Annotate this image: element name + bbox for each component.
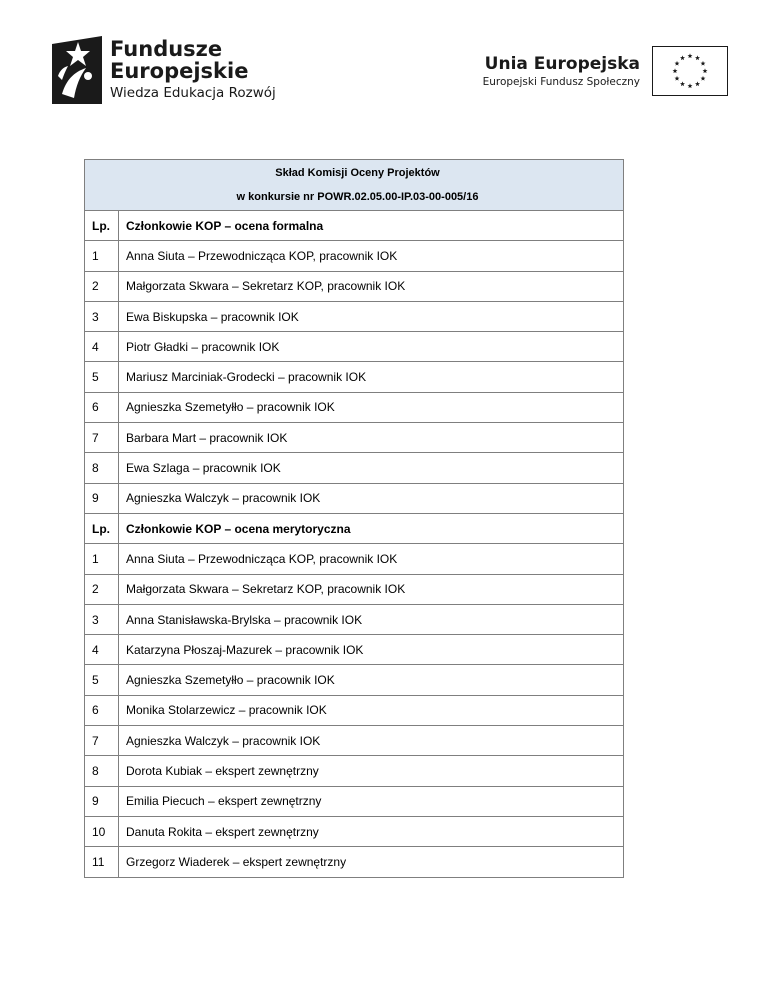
eu-subtitle: Europejski Fundusz Społeczny: [482, 76, 640, 88]
member-name: Emilia Piecuch – ekspert zewnętrzny: [119, 786, 624, 816]
row-number: 7: [85, 726, 119, 756]
table-row: [85, 786, 624, 816]
row-number: 1: [85, 241, 119, 271]
section-formal-body: [85, 241, 624, 514]
eu-wordmark: [483, 54, 640, 90]
member-name: Katarzyna Płoszaj-Mazurek – pracownik IOK: [119, 635, 624, 665]
member-name: Barbara Mart – pracownik IOK: [119, 423, 624, 453]
row-number: 4: [85, 635, 119, 665]
table-row: [85, 483, 624, 513]
table-row: [85, 604, 624, 634]
table-row: [85, 332, 624, 362]
table-row: [85, 392, 624, 422]
fundusze-europejskie-logo-icon: [52, 36, 102, 104]
committee-table: [84, 159, 624, 878]
table-row: [85, 241, 624, 271]
row-number: 6: [85, 695, 119, 725]
table-row: [85, 726, 624, 756]
table-row: [85, 695, 624, 725]
table-row: [85, 301, 624, 331]
table-row: [85, 816, 624, 846]
row-number: 7: [85, 423, 119, 453]
member-name: Piotr Gładki – pracownik IOK: [119, 332, 624, 362]
member-name: Anna Siuta – Przewodnicząca KOP, pracownik IOK: [119, 241, 624, 271]
member-name: Anna Stanisławska-Brylska – pracownik IOK: [119, 604, 624, 634]
table-subtitle: w konkursie nr POWR.02.05.00-IP.03-00-005/16: [236, 191, 479, 203]
eu-flag-icon: [652, 46, 728, 96]
table-row: [85, 271, 624, 301]
member-name: Małgorzata Skwara – Sekretarz KOP, pracownik IOK: [119, 574, 624, 604]
row-number: 11: [85, 847, 119, 877]
table-title-cell: [85, 160, 624, 211]
row-number: 8: [85, 453, 119, 483]
fe-tagline: Wiedza Edukacja Rozwój: [110, 85, 276, 101]
table-title: Skład Komisji Oceny Projektów: [275, 167, 440, 179]
row-number: 10: [85, 816, 119, 846]
row-number: 9: [85, 786, 119, 816]
member-name: Monika Stolarzewicz – pracownik IOK: [119, 695, 624, 725]
eu-title: Unia Europejska: [484, 54, 640, 74]
section-header-row: [85, 211, 624, 241]
section-header: Członkowie KOP – ocena merytoryczna: [119, 513, 624, 543]
table-row: [85, 423, 624, 453]
member-name: Anna Siuta – Przewodnicząca KOP, pracownik IOK: [119, 544, 624, 574]
table-row: [85, 847, 624, 877]
table-row: [85, 544, 624, 574]
section-header-row: [85, 513, 624, 543]
fe-line1: Fundusze: [110, 37, 223, 61]
row-number: 1: [85, 544, 119, 574]
row-number: 3: [85, 604, 119, 634]
row-number: 4: [85, 332, 119, 362]
fundusze-europejskie-wordmark: [110, 38, 276, 103]
table-row: [85, 635, 624, 665]
member-name: Dorota Kubiak – ekspert zewnętrzny: [119, 756, 624, 786]
row-number: 9: [85, 483, 119, 513]
section-header: Członkowie KOP – ocena formalna: [119, 211, 624, 241]
table-row: [85, 756, 624, 786]
member-name: Małgorzata Skwara – Sekretarz KOP, pracownik IOK: [119, 271, 624, 301]
member-name: Agnieszka Walczyk – pracownik IOK: [119, 483, 624, 513]
row-number: 5: [85, 362, 119, 392]
page-header: [0, 0, 768, 120]
row-number: 3: [85, 301, 119, 331]
member-name: Grzegorz Wiaderek – ekspert zewnętrzny: [119, 847, 624, 877]
lp-header: Lp.: [85, 513, 119, 543]
member-name: Agnieszka Walczyk – pracownik IOK: [119, 726, 624, 756]
table-row: [85, 362, 624, 392]
member-name: Ewa Biskupska – pracownik IOK: [119, 301, 624, 331]
row-number: 8: [85, 756, 119, 786]
member-name: Agnieszka Szemetyłło – pracownik IOK: [119, 665, 624, 695]
member-name: Agnieszka Szemetyłło – pracownik IOK: [119, 392, 624, 422]
row-number: 6: [85, 392, 119, 422]
member-name: Danuta Rokita – ekspert zewnętrzny: [119, 816, 624, 846]
table-row: [85, 665, 624, 695]
member-name: Ewa Szlaga – pracownik IOK: [119, 453, 624, 483]
row-number: 2: [85, 271, 119, 301]
table-row: [85, 574, 624, 604]
table-row: [85, 453, 624, 483]
lp-header: Lp.: [85, 211, 119, 241]
fe-line2: Europejskie: [110, 59, 249, 83]
section-substantive-body: [85, 544, 624, 877]
row-number: 2: [85, 574, 119, 604]
row-number: 5: [85, 665, 119, 695]
member-name: Mariusz Marciniak-Grodecki – pracownik IOK: [119, 362, 624, 392]
